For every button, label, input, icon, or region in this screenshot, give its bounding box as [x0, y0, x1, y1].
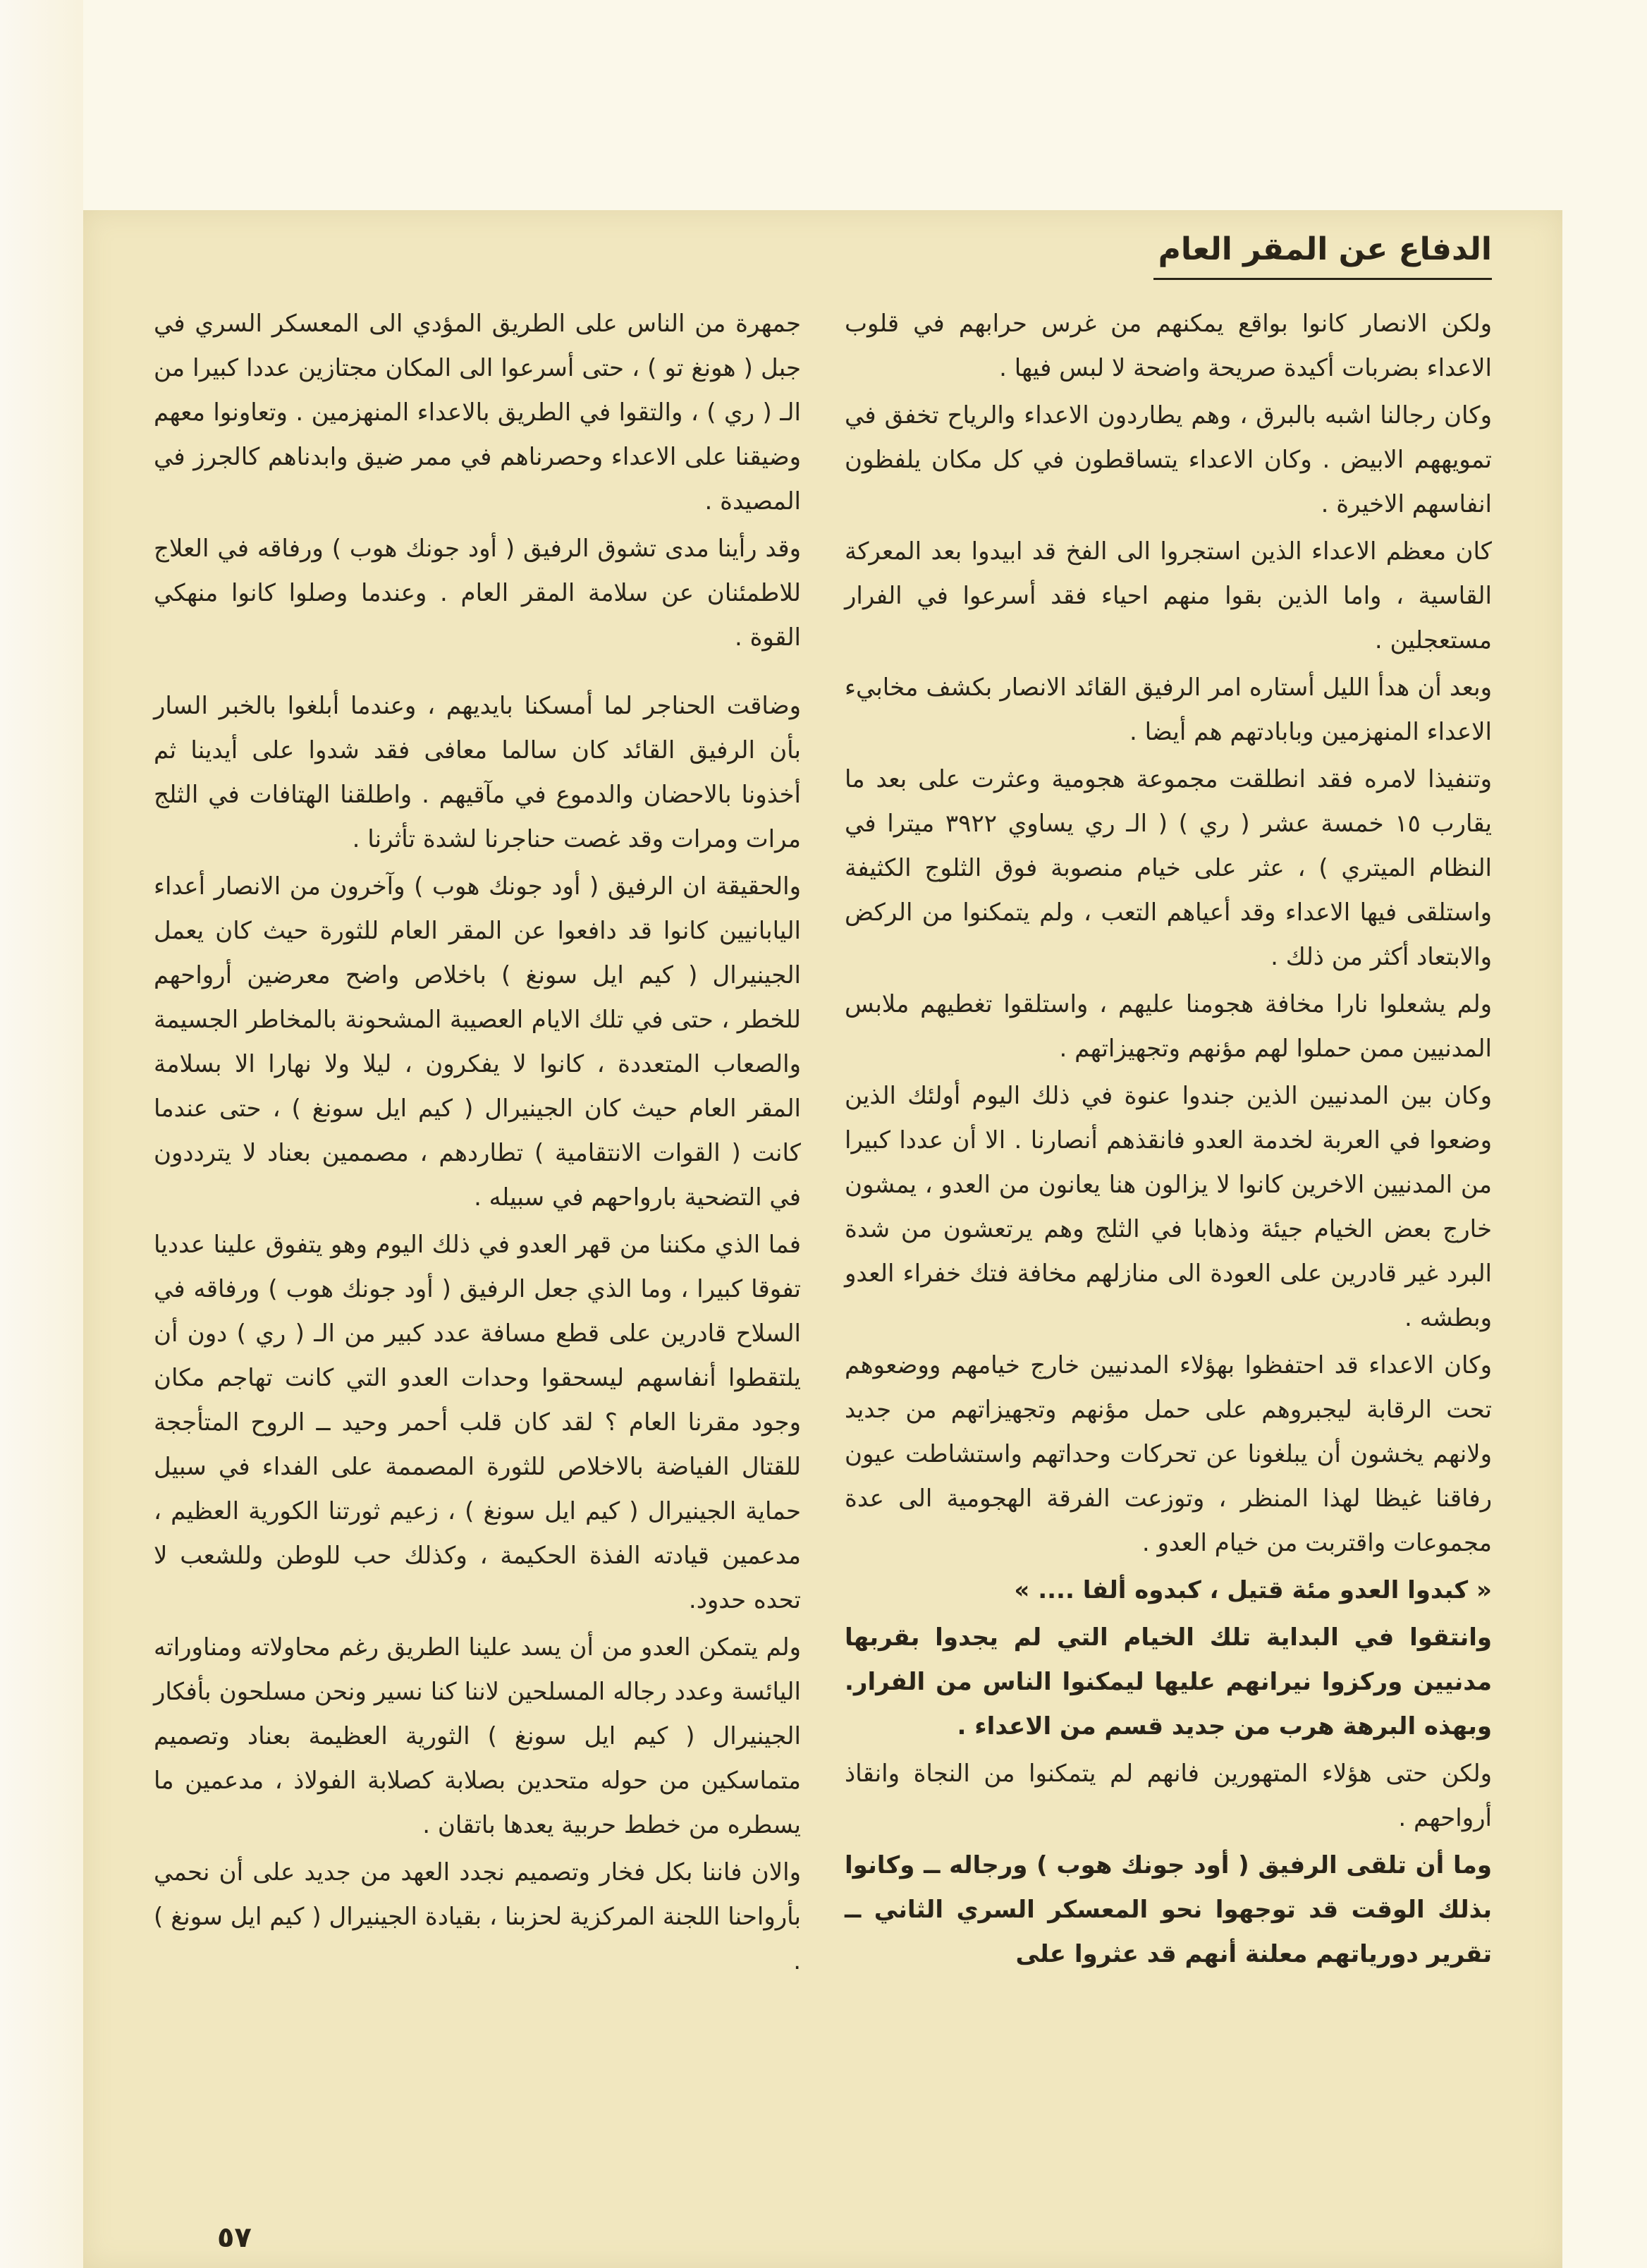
paragraph: وتنفيذا لامره فقد انطلقت مجموعة هجومية وعثرت على بعد ما يقارب ١٥ خمسة عشر ( ري ) ( الـ ري يساوي ٣٩٢٢ ميترا في النظام الميتري ) ، عثر على خيام منصوبة فوق الثلوج الكثيفة واستلقى فيها الاعداء وقد أعياهم التعب ، ولم يتمكنوا من الركض والابتعاد أكثر من ذلك . — [845, 765, 1492, 971]
paragraph: وقد رأينا مدى تشوق الرفيق ( أود جونك هوب ) ورفاقه في العلاج للاطمئنان عن سلامة المقر العام . وعندما وصلوا كانوا منهكي القوة . — [154, 535, 801, 652]
scan-margin — [0, 0, 83, 2268]
paragraph: وانتقوا في البداية تلك الخيام التي لم يجدوا بقربها مدنيين وركزوا نيرانهم عليها ليمكنوا الناس من الفرار. وبهذه البرهة هرب من جديد قسم من الاعداء . — [845, 1623, 1492, 1740]
header-rule — [1153, 278, 1492, 280]
paragraph: ولكن الانصار كانوا بواقع يمكنهم من غرس حرابهم في قلوب الاعداء بضربات أكيدة صريحة واضحة لا لبس فيها . — [845, 310, 1492, 382]
text-column-left — [154, 302, 801, 1987]
paragraph: وكان الاعداء قد احتفظوا بهؤلاء المدنيين خارج خيامهم ووضعوهم تحت الرقابة ليجبروهم على حمل مؤنهم وتجهيزاتهم من جديد ولانهم يخشون أن يبلغونا عن تحركات وحداتهم واستشاطت عيون رفاقنا غيظا لهذا المنظر ، وتوزعت الفرقة الهجومية الى عدة مجموعات واقتربت من خيام العدو . — [845, 1351, 1492, 1557]
paragraph: « كبدوا العدو مئة قتيل ، كبدوه ألفا .... » — [1014, 1576, 1492, 1604]
paragraph: وضاقت الحناجر لما أمسكنا بايديهم ، وعندما أبلغوا بالخبر السار بأن الرفيق القائد كان سالما معافى فقد شدوا على أيدينا ثم أخذونا بالاحضان والدموع في مآقيهم . واطلقنا الهتافات في الثلج مرات ومرات وقد غصت حناجرنا لشدة تأثرنا . — [154, 692, 801, 853]
paragraph: وكان رجالنا اشبه بالبرق ، وهم يطاردون الاعداء والرياح تخفق في تمويههم الابيض . وكان الاعداء يتساقطون في كل مكان يلفظون انفاسهم الاخيرة . — [845, 401, 1492, 518]
book-page — [83, 210, 1562, 2268]
paragraph: كان معظم الاعداء الذين استجروا الى الفخ قد ابيدوا بعد المعركة القاسية ، واما الذين بقوا منهم احياء فقد أسرعوا في الفرار مستعجلين . — [845, 537, 1492, 654]
paragraph: ولكن حتى هؤلاء المتهورين فانهم لم يتمكنوا من النجاة وانقاذ أرواحهم . — [845, 1760, 1492, 1832]
paragraph: ولم يشعلوا نارا مخافة هجومنا عليهم ، واستلقوا تغطيهم ملابس المدنيين ممن حملوا لهم مؤنهم وتجهيزاتهم . — [845, 990, 1492, 1063]
paragraph: والان فاننا بكل فخار وتصميم نجدد العهد من جديد على أن نحمي بأرواحنا اللجنة المركزية لحزبنا ، بقيادة الجينيرال ( كيم ايل سونغ ) . — [154, 1858, 801, 1975]
paragraph: وما أن تلقى الرفيق ( أود جونك هوب ) ورجاله ــ وكانوا بذلك الوقت قد توجهوا نحو المعسكر السري الثاني ــ تقرير دورياتهم معلنة أنهم قد عثروا على — [845, 1851, 1492, 1968]
text-column-right — [845, 302, 1492, 1980]
paragraph: والحقيقة ان الرفيق ( أود جونك هوب ) وآخرون من الانصار أعداء اليابانيين كانوا قد دافعوا عن المقر العام للثورة حيث كان يعمل الجينيرال ( كيم ايل سونغ ) باخلاص واضح معرضين أرواحهم للخطر ، حتى في تلك الايام العصيبة المشحونة بالمخاطر الجسيمة والصعاب المتعددة ، كانوا لا يفكرون ، ليلا ولا نهارا الا بسلامة المقر العام حيث كان الجينيرال ( كيم ايل سونغ ) ، حتى عندما كانت ( القوات الانتقامية ) تطاردهم ، مصممين بعناد لا يترددون في التضحية بارواحهم في سبيله . — [154, 872, 801, 1212]
paragraph: ولم يتمكن العدو من أن يسد علينا الطريق رغم محاولاته ومناوراته اليائسة وعدد رجاله المسلحين لاننا كنا نسير ونحن مسلحون بأفكار الجينيرال ( كيم ايل سونغ ) الثورية العظيمة بعناد وتصميم متماسكين من حوله متحدين بصلابة كصلابة الفولاذ ، مدعمين ما يسطره من خطط حربية يعدها باتقان . — [154, 1633, 801, 1839]
paragraph: جمهرة من الناس على الطريق المؤدي الى المعسكر السري في جبل ( هونغ تو ) ، حتى أسرعوا الى المكان مجتازين عددا كبيرا من الـ ( ري ) ، والتقوا في الطريق بالاعداء المنهزمين . وتعاونوا معهم وضيقنا على الاعداء وحصرناهم في ممر ضيق وابدناهم كالجرز في المصيدة . — [154, 310, 801, 516]
page-number: ٥٧ — [217, 2221, 252, 2254]
page-title: الدفاع عن المقر العام — [1158, 231, 1492, 267]
paragraph: فما الذي مكننا من قهر العدو في ذلك اليوم وهو يتفوق علينا عدديا تفوقا كبيرا ، وما الذي جعل الرفيق ( أود جونك هوب ) ورفاقه في السلاح قادرين على قطع مسافة عدد كبير من الـ ( ري ) دون أن يلتقطوا أنفاسهم ليسحقوا وحدات العدو التي كانت تهاجم مكان وجود مقرنا العام ؟ لقد كان قلب أحمر وحيد ــ الروح المتأججة للقتال الفياضة بالاخلاص للثورة المصممة على الفداء في سبيل حماية الجينيرال ( كيم ايل سونغ ) ، زعيم ثورتنا الكورية العظيم ، مدعمين قيادته الفذة الحكيمة ، وكذلك حب للوطن وللشعب لا تحده حدود. — [154, 1231, 801, 1614]
paragraph: وبعد أن هدأ الليل أستاره امر الرفيق القائد الانصار بكشف مخابيء الاعداء المنهزمين وبابادتهم هم أيضا . — [845, 673, 1492, 746]
running-header — [1153, 224, 1492, 280]
paragraph: وكان بين المدنيين الذين جندوا عنوة في ذلك اليوم أولئك الذين وضعوا في العربة لخدمة العدو فانقذهم أنصارنا . الا أن عددا كبيرا من المدنيين الاخرين كانوا لا يزالون هنا يعانون من العدو ، يمشون خارج بعض الخيام جيئة وذهابا في الثلج وهم يرتعشون من شدة البرد غير قادرين على العودة الى منازلهم مخافة فتك خفراء العدو وبطشه . — [845, 1082, 1492, 1332]
